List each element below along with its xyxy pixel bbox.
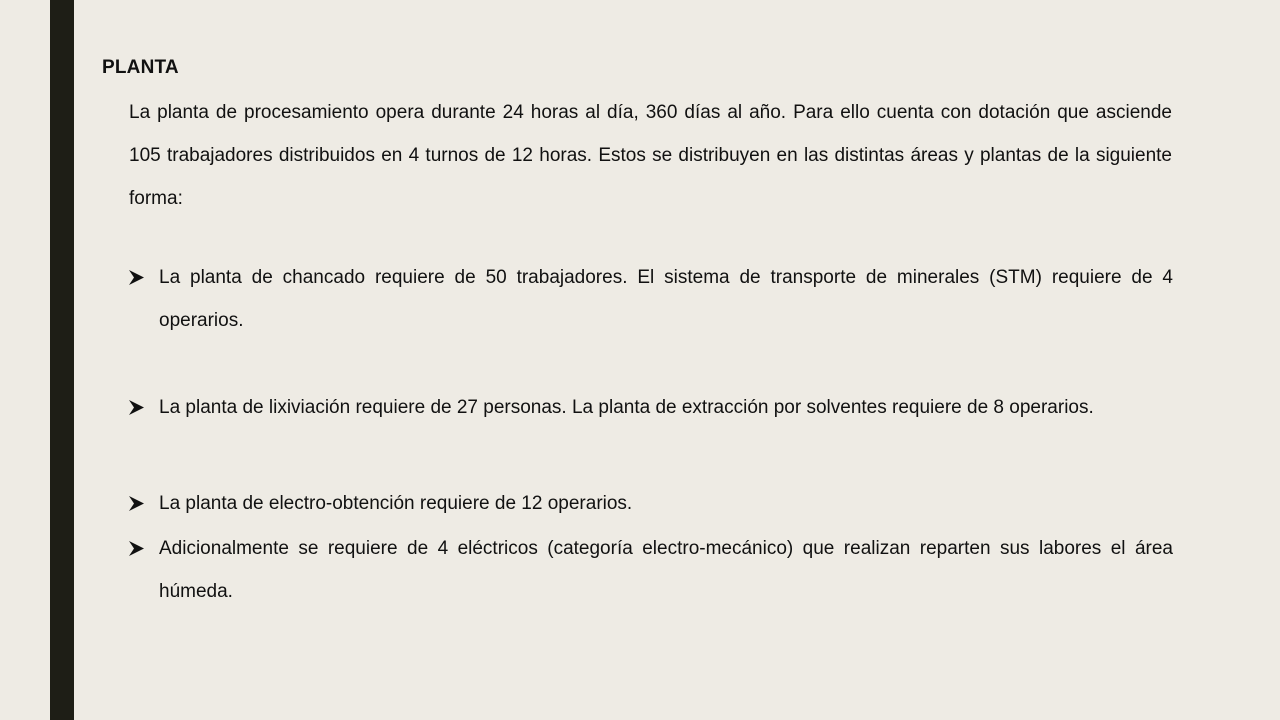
bullet-item-electro-obtencion <box>128 482 1173 525</box>
arrow-bullet-icon <box>128 482 148 525</box>
arrow-bullet-icon <box>128 386 148 429</box>
bullet-text: La planta de chancado requiere de 50 trabajadores. El sistema de transporte de minerales (STM) requiere de 4 operarios. <box>159 267 1173 331</box>
accent-side-bar <box>50 0 74 720</box>
slide-title: PLANTA <box>102 57 179 78</box>
bullet-item-electricos <box>128 527 1173 613</box>
intro-paragraph: La planta de procesamiento opera durante 24 horas al día, 360 días al año. Para ello cuenta con dotación que asciende 105 trabajadores distribuidos en 4 turnos de 12 horas. Estos se distribuyen en las distintas áreas y plantas de la siguiente forma: <box>129 102 1172 209</box>
bullet-text: La planta de electro-obtención requiere de 12 operarios. <box>159 493 633 514</box>
bullet-item-chancado <box>128 256 1173 342</box>
arrow-bullet-icon <box>128 527 148 570</box>
bullet-text: La planta de lixiviación requiere de 27 personas. La planta de extracción por solventes requiere de 8 operarios. <box>159 397 1094 418</box>
bullet-text: Adicionalmente se requiere de 4 eléctricos (categoría electro-mecánico) que realizan reparten sus labores el área húmeda. <box>159 538 1173 602</box>
arrow-bullet-icon <box>128 256 148 299</box>
bullet-item-lixiviacion <box>128 386 1173 429</box>
